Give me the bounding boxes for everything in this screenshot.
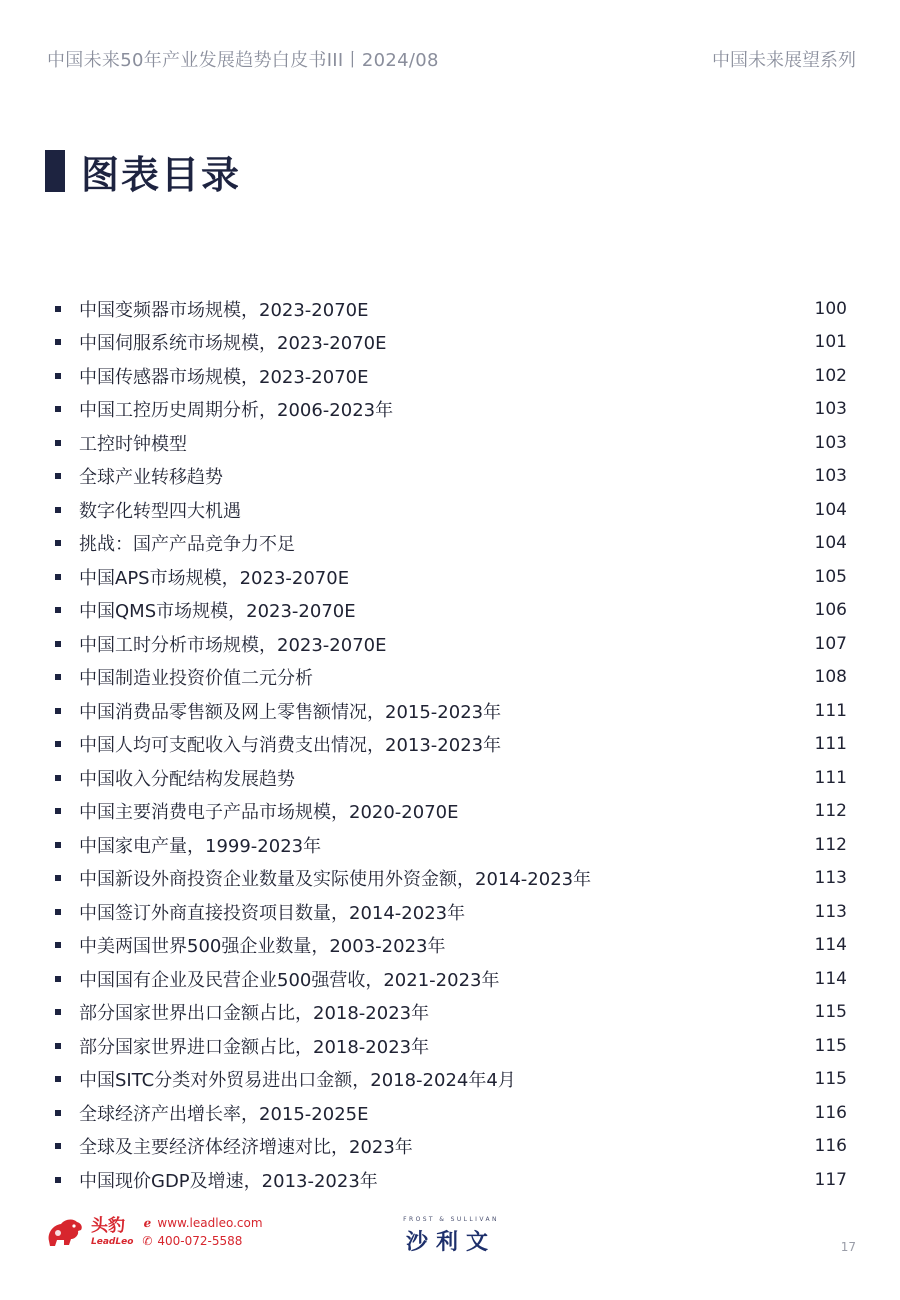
toc-entry-page: 115 xyxy=(814,1069,847,1090)
toc-entry-label: 工控时钟模型 xyxy=(79,433,187,455)
bullet-icon xyxy=(55,1143,61,1149)
toc-entry[interactable] xyxy=(55,761,847,795)
bullet-icon xyxy=(55,1076,61,1082)
toc-entry-label: 中国变频器市场规模，2023-2070E xyxy=(79,299,369,321)
toc-entry-page: 113 xyxy=(814,901,847,922)
contact-info xyxy=(141,1214,262,1250)
toc-entry-label: 中国签订外商直接投资项目数量，2014-2023年 xyxy=(79,902,466,924)
toc-entry-page: 106 xyxy=(814,600,847,621)
toc-entry[interactable] xyxy=(55,292,847,326)
toc-entry[interactable] xyxy=(55,996,847,1030)
bullet-icon xyxy=(55,674,61,680)
toc-entry-label: 中国主要消费电子产品市场规模，2020-2070E xyxy=(79,802,459,824)
bullet-icon xyxy=(55,1043,61,1049)
bullet-icon xyxy=(55,775,61,781)
toc-entry-page: 108 xyxy=(814,667,847,688)
toc-entry[interactable] xyxy=(55,862,847,896)
toc-entry-label: 全球及主要经济体经济增速对比，2023年 xyxy=(79,1137,413,1159)
section-heading xyxy=(45,150,242,197)
bullet-icon xyxy=(55,909,61,915)
toc-entry[interactable] xyxy=(55,326,847,360)
toc-entry-label: 中国SITC分类对外贸易进出口金额，2018-2024年4月 xyxy=(79,1070,516,1092)
toc-entry-label: 中国消费品零售额及网上零售额情况，2015-2023年 xyxy=(79,701,502,723)
toc-entry-label: 中国工时分析市场规模，2023-2070E xyxy=(79,634,387,656)
series-name: 中国未来展望系列 xyxy=(712,50,856,71)
website-link[interactable]: www.leadleo.com xyxy=(157,1216,263,1230)
toc-entry[interactable] xyxy=(55,661,847,695)
phone-number: 400-072-5588 xyxy=(157,1234,243,1248)
toc-entry-page: 103 xyxy=(814,399,847,420)
toc-entry-label: 中国工控历史周期分析，2006-2023年 xyxy=(79,400,394,422)
toc-entry-label: 挑战：国产产品竞争力不足 xyxy=(79,534,295,556)
toc-entry-label: 部分国家世界出口金额占比，2018-2023年 xyxy=(79,1003,430,1025)
bullet-icon xyxy=(55,641,61,647)
toc-entry[interactable] xyxy=(55,1163,847,1197)
toc-entry-label: 中国传感器市场规模，2023-2070E xyxy=(79,366,369,388)
bullet-icon xyxy=(55,440,61,446)
toc-entry[interactable] xyxy=(55,493,847,527)
figure-index-list xyxy=(55,292,847,1197)
toc-entry[interactable] xyxy=(55,895,847,929)
toc-entry-page: 116 xyxy=(814,1102,847,1123)
leadleo-logo-icon xyxy=(45,1215,85,1249)
toc-entry-label: 中国制造业投资价值二元分析 xyxy=(79,668,313,690)
page-number: 17 xyxy=(840,1240,856,1254)
toc-entry-label: 中国国有企业及民营企业500强营收，2021-2023年 xyxy=(79,969,500,991)
partner-name-en: FROST & SULLIVAN xyxy=(403,1216,499,1223)
toc-entry-label: 全球经济产出增长率，2015-2025E xyxy=(79,1103,369,1125)
toc-entry[interactable] xyxy=(55,359,847,393)
footer-brand xyxy=(45,1214,263,1250)
brand-name-en: LeadLeo xyxy=(91,1236,134,1247)
toc-entry-page: 112 xyxy=(814,834,847,855)
toc-entry[interactable] xyxy=(55,1096,847,1130)
toc-entry-label: 中国现价GDP及增速，2013-2023年 xyxy=(79,1170,378,1192)
bullet-icon xyxy=(55,406,61,412)
bullet-icon xyxy=(55,607,61,613)
toc-entry-page: 111 xyxy=(814,767,847,788)
website-row xyxy=(141,1214,262,1232)
toc-entry-page: 111 xyxy=(814,734,847,755)
phone-row xyxy=(141,1232,262,1250)
bullet-icon xyxy=(55,1177,61,1183)
heading-accent-bar xyxy=(45,150,65,192)
toc-entry-page: 105 xyxy=(814,566,847,587)
bullet-icon xyxy=(55,942,61,948)
toc-entry-label: 中国APS市场规模，2023-2070E xyxy=(79,567,350,589)
bullet-icon xyxy=(55,875,61,881)
toc-entry[interactable] xyxy=(55,1063,847,1097)
toc-entry-page: 103 xyxy=(814,432,847,453)
partner-name-cn: 沙利文 xyxy=(405,1230,496,1255)
bullet-icon xyxy=(55,1009,61,1015)
toc-entry-page: 117 xyxy=(814,1169,847,1190)
bullet-icon xyxy=(55,339,61,345)
bullet-icon xyxy=(55,507,61,513)
toc-entry[interactable] xyxy=(55,460,847,494)
toc-entry-label: 中美两国世界500强企业数量，2003-2023年 xyxy=(79,936,446,958)
page-title: 图表目录 xyxy=(81,152,242,197)
document-title: 中国未来50年产业发展趋势白皮书III丨2024/08 xyxy=(47,50,439,71)
toc-entry[interactable] xyxy=(55,426,847,460)
brand-name-cn: 头豹 xyxy=(91,1215,125,1236)
toc-entry-page: 104 xyxy=(814,499,847,520)
toc-entry-page: 101 xyxy=(814,332,847,353)
toc-entry-page: 116 xyxy=(814,1136,847,1157)
toc-entry-page: 100 xyxy=(814,298,847,319)
toc-entry-page: 103 xyxy=(814,466,847,487)
toc-entry-page: 112 xyxy=(814,801,847,822)
bullet-icon xyxy=(55,708,61,714)
toc-entry[interactable] xyxy=(55,594,847,628)
toc-entry[interactable] xyxy=(55,929,847,963)
toc-entry[interactable] xyxy=(55,1029,847,1063)
bullet-icon xyxy=(55,741,61,747)
toc-entry[interactable] xyxy=(55,728,847,762)
bullet-icon xyxy=(55,473,61,479)
toc-entry-label: 中国伺服系统市场规模，2023-2070E xyxy=(79,333,387,355)
toc-entry[interactable] xyxy=(55,694,847,728)
phone-icon: ✆ xyxy=(142,1234,153,1248)
toc-entry-page: 115 xyxy=(814,1035,847,1056)
web-icon: ℯ xyxy=(143,1216,152,1230)
toc-entry[interactable] xyxy=(55,393,847,427)
toc-entry-page: 114 xyxy=(814,935,847,956)
toc-entry[interactable] xyxy=(55,795,847,829)
toc-entry[interactable] xyxy=(55,828,847,862)
bullet-icon xyxy=(55,1110,61,1116)
toc-entry[interactable] xyxy=(55,962,847,996)
bullet-icon xyxy=(55,373,61,379)
brand-name xyxy=(91,1215,134,1247)
toc-entry-page: 113 xyxy=(814,868,847,889)
toc-entry-page: 114 xyxy=(814,968,847,989)
toc-entry-label: 全球产业转移趋势 xyxy=(79,467,223,489)
toc-entry-page: 115 xyxy=(814,1002,847,1023)
bullet-icon xyxy=(55,808,61,814)
toc-entry-label: 中国收入分配结构发展趋势 xyxy=(79,768,295,790)
bullet-icon xyxy=(55,306,61,312)
toc-entry-label: 中国新设外商投资企业数量及实际使用外资金额，2014-2023年 xyxy=(79,869,592,891)
toc-entry-label: 部分国家世界进口金额占比，2018-2023年 xyxy=(79,1036,430,1058)
toc-entry-page: 104 xyxy=(814,533,847,554)
bullet-icon xyxy=(55,842,61,848)
toc-entry[interactable] xyxy=(55,1130,847,1164)
toc-entry-label: 数字化转型四大机遇 xyxy=(79,500,241,522)
toc-entry-page: 111 xyxy=(814,700,847,721)
toc-entry[interactable] xyxy=(55,560,847,594)
toc-entry-label: 中国人均可支配收入与消费支出情况，2013-2023年 xyxy=(79,735,502,757)
toc-entry-page: 107 xyxy=(814,633,847,654)
toc-entry-label: 中国QMS市场规模，2023-2070E xyxy=(79,601,356,623)
toc-entry[interactable] xyxy=(55,627,847,661)
toc-entry[interactable] xyxy=(55,527,847,561)
toc-entry-label: 中国家电产量，1999-2023年 xyxy=(79,835,322,857)
bullet-icon xyxy=(55,976,61,982)
frost-sullivan-logo xyxy=(388,1216,514,1256)
bullet-icon xyxy=(55,574,61,580)
toc-entry-page: 102 xyxy=(814,365,847,386)
bullet-icon xyxy=(55,540,61,546)
